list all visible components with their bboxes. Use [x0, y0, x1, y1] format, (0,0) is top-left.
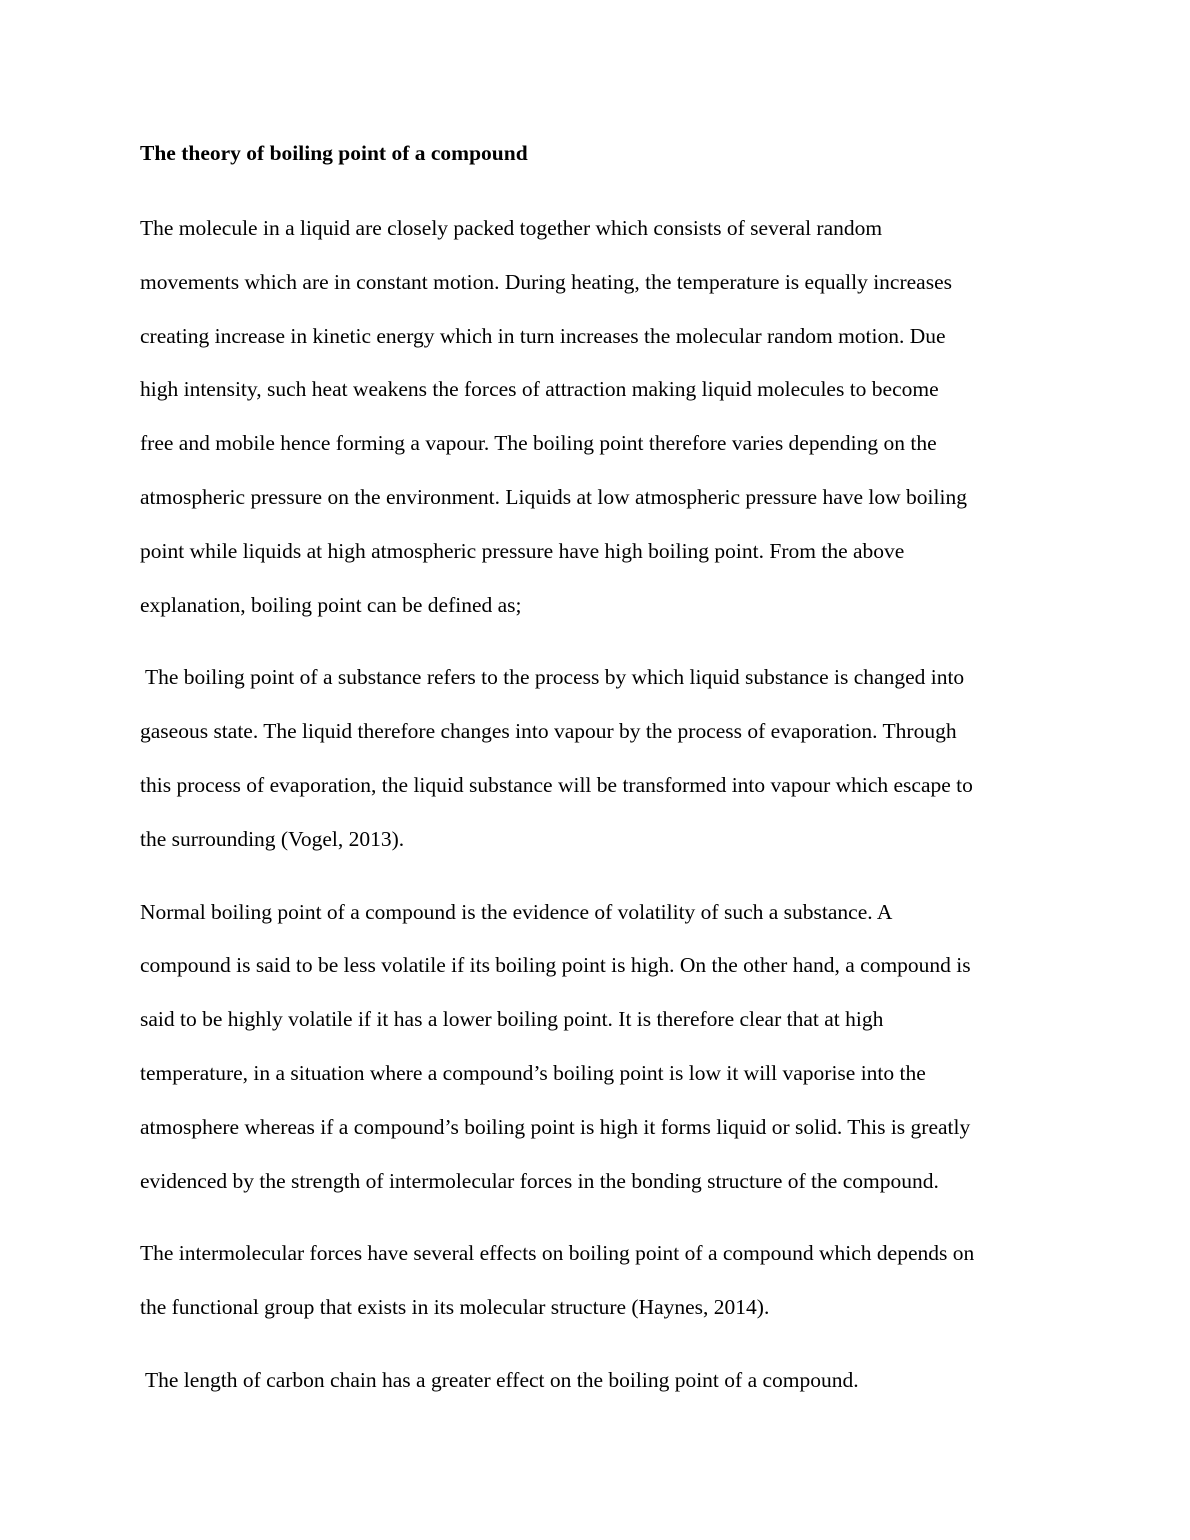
paragraph-line: evidenced by the strength of intermolecular forces in the bonding structure of the compound.: [140, 1168, 939, 1193]
paragraph-line: The boiling point of a substance refers to the process by which liquid substance is changed into: [140, 665, 965, 690]
paragraph-line: high intensity, such heat weakens the forces of attraction making liquid molecules to become: [140, 377, 939, 402]
paragraph-3: [140, 886, 1060, 1209]
paragraph-line: The molecule in a liquid are closely packed together which consists of several random: [140, 216, 883, 240]
paragraph-1: [140, 202, 1060, 632]
paragraph-line: compound is said to be less volatile if its boiling point is high. On the other hand, a compound is: [140, 953, 971, 978]
paragraph-2: [140, 651, 1060, 866]
document-title: The theory of boiling point of a compound: [140, 141, 528, 165]
paragraph-line: The intermolecular forces have several effects on boiling point of a compound which depends on: [140, 1241, 975, 1266]
paragraph-line: explanation, boiling point can be defined as;: [140, 592, 522, 617]
paragraph-line: atmosphere whereas if a compound’s boiling point is high it forms liquid or solid. This is greatly: [140, 1114, 971, 1139]
paragraph-line: movements which are in constant motion. During heating, the temperature is equally increases: [140, 269, 952, 294]
paragraph-line: the surrounding (Vogel, 2013).: [140, 826, 405, 851]
document-body: [140, 138, 1060, 1427]
paragraph-line: point while liquids at high atmospheric pressure have high boiling point. From the above: [140, 538, 905, 563]
paragraph-line: gaseous state. The liquid therefore changes into vapour by the process of evaporation. Through: [140, 719, 957, 744]
paragraph-line: the functional group that exists in its molecular structure (Haynes, 2014).: [140, 1295, 770, 1320]
paragraph-line: Normal boiling point of a compound is the evidence of volatility of such a substance. A: [140, 899, 893, 924]
paragraph-5: [140, 1354, 1060, 1408]
paragraph-line: said to be highly volatile if it has a lower boiling point. It is therefore clear that at high: [140, 1007, 884, 1032]
paragraph-line: atmospheric pressure on the environment. Liquids at low atmospheric pressure have low boiling: [140, 484, 967, 509]
paragraph-line: this process of evaporation, the liquid substance will be transformed into vapour which escape to: [140, 772, 973, 797]
paragraph-line: creating increase in kinetic energy which in turn increases the molecular random motion. Due: [140, 323, 946, 348]
paragraph-line: free and mobile hence forming a vapour. The boiling point therefore varies depending on the: [140, 431, 937, 456]
paragraph-4: [140, 1227, 1060, 1335]
paragraph-line: temperature, in a situation where a compound’s boiling point is low it will vaporise into the: [140, 1060, 926, 1085]
paragraph-line: The length of carbon chain has a greater effect on the boiling point of a compound.: [140, 1367, 859, 1392]
